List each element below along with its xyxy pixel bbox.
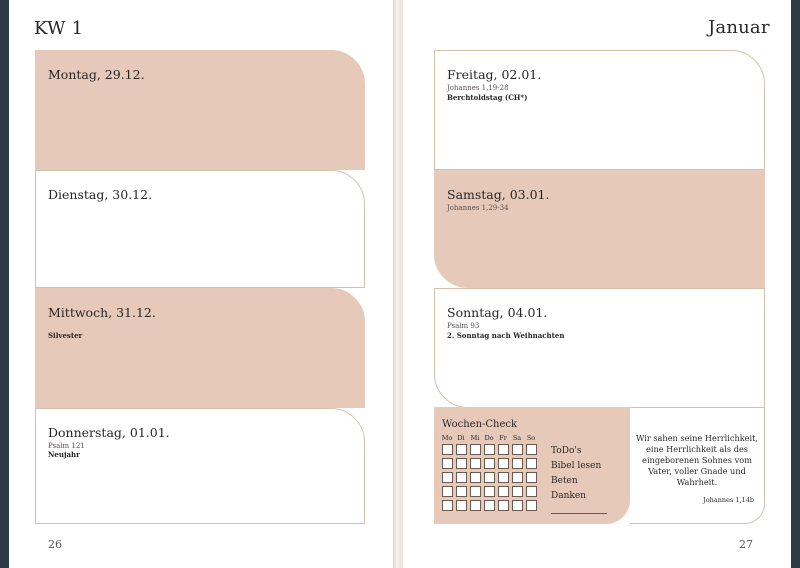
day-title: Dienstag, 30.12. [48,187,153,202]
checkbox[interactable] [512,486,523,497]
weekday-label: Fr [499,434,507,442]
page-number-right: 27 [739,538,753,551]
day-title: Samstag, 03.01. [447,187,550,202]
bible-verse: Johannes 1,19-28 [447,84,509,92]
checkbox[interactable] [456,472,467,483]
checkbox[interactable] [498,500,509,511]
wochen-check-box [434,407,630,524]
checkbox[interactable] [484,444,495,455]
holiday-note: Berchtoldstag (CH*) [447,93,528,102]
checkbox[interactable] [484,458,495,469]
weekday-label: Sa [512,434,522,442]
bible-quote-box [630,407,765,524]
day-card-monday[interactable] [35,50,365,170]
checkbox[interactable] [442,444,453,455]
day-card-wednesday[interactable] [35,288,365,408]
checkbox[interactable] [498,486,509,497]
checkbox[interactable] [498,444,509,455]
day-card-thursday[interactable] [35,408,365,524]
weekday-label: Di [457,434,465,442]
checkbox[interactable] [442,500,453,511]
book-gutter [393,0,403,568]
checkbox[interactable] [526,458,537,469]
checkbox[interactable] [456,444,467,455]
day-card-sunday[interactable] [434,288,765,408]
checkbox[interactable] [498,472,509,483]
checkbox[interactable] [470,472,481,483]
checkbox[interactable] [456,486,467,497]
day-title: Montag, 29.12. [48,67,145,82]
checkbox[interactable] [526,444,537,455]
writing-line [551,513,607,514]
checkbox[interactable] [526,472,537,483]
day-title: Freitag, 02.01. [447,67,542,82]
wochen-check-title: Wochen-Check [442,419,518,430]
quote-reference: Johannes 1,14b [703,496,754,504]
weekday-label: So [526,434,536,442]
bible-verse: Psalm 93 [447,322,480,330]
checkbox[interactable] [512,500,523,511]
bible-verse: Psalm 121 [48,442,85,450]
checkbox[interactable] [498,458,509,469]
holiday-note: Silvester [48,331,83,340]
day-card-saturday[interactable] [434,170,765,288]
checkbox[interactable] [456,500,467,511]
day-title: Mittwoch, 31.12. [48,305,156,320]
day-title: Donnerstag, 01.01. [48,425,170,440]
checkbox[interactable] [470,458,481,469]
checkbox[interactable] [526,486,537,497]
checkbox[interactable] [484,472,495,483]
bible-verse: Johannes 1,29-34 [447,204,509,212]
week-header: KW 1 [34,18,84,39]
day-card-tuesday[interactable] [35,170,365,288]
checkbox[interactable] [512,444,523,455]
checkbox[interactable] [442,472,453,483]
day-title: Sonntag, 04.01. [447,305,548,320]
page-number-left: 26 [48,538,62,551]
day-card-friday[interactable] [434,50,765,170]
checkbox[interactable] [442,458,453,469]
checkbox[interactable] [484,500,495,511]
checkbox[interactable] [470,444,481,455]
checkbox[interactable] [442,486,453,497]
checkbox[interactable] [512,472,523,483]
checkbox[interactable] [526,500,537,511]
checkbox[interactable] [470,500,481,511]
weekday-label: Mi [470,434,480,442]
checkbox[interactable] [456,458,467,469]
checkbox[interactable] [470,486,481,497]
weekday-label: Mo [441,434,453,442]
holiday-note: 2. Sonntag nach Weihnachten [447,331,565,340]
checkbox[interactable] [512,458,523,469]
checkbox[interactable] [484,486,495,497]
holiday-note: Neujahr [48,450,80,459]
weekday-label: Do [484,434,494,442]
todo-label: Bibel lesen [551,461,602,471]
todo-label: Beten [551,476,578,486]
quote-text: Wir sahen seine Herrlichkeit, eine Herrlichkeit als des eingeborenen Sohnes vom Vater, voller Gnade und Wahrheit. [635,433,759,487]
todo-label: Danken [551,491,586,501]
month-header: Januar [708,17,770,38]
todo-label: ToDo's [551,446,582,456]
